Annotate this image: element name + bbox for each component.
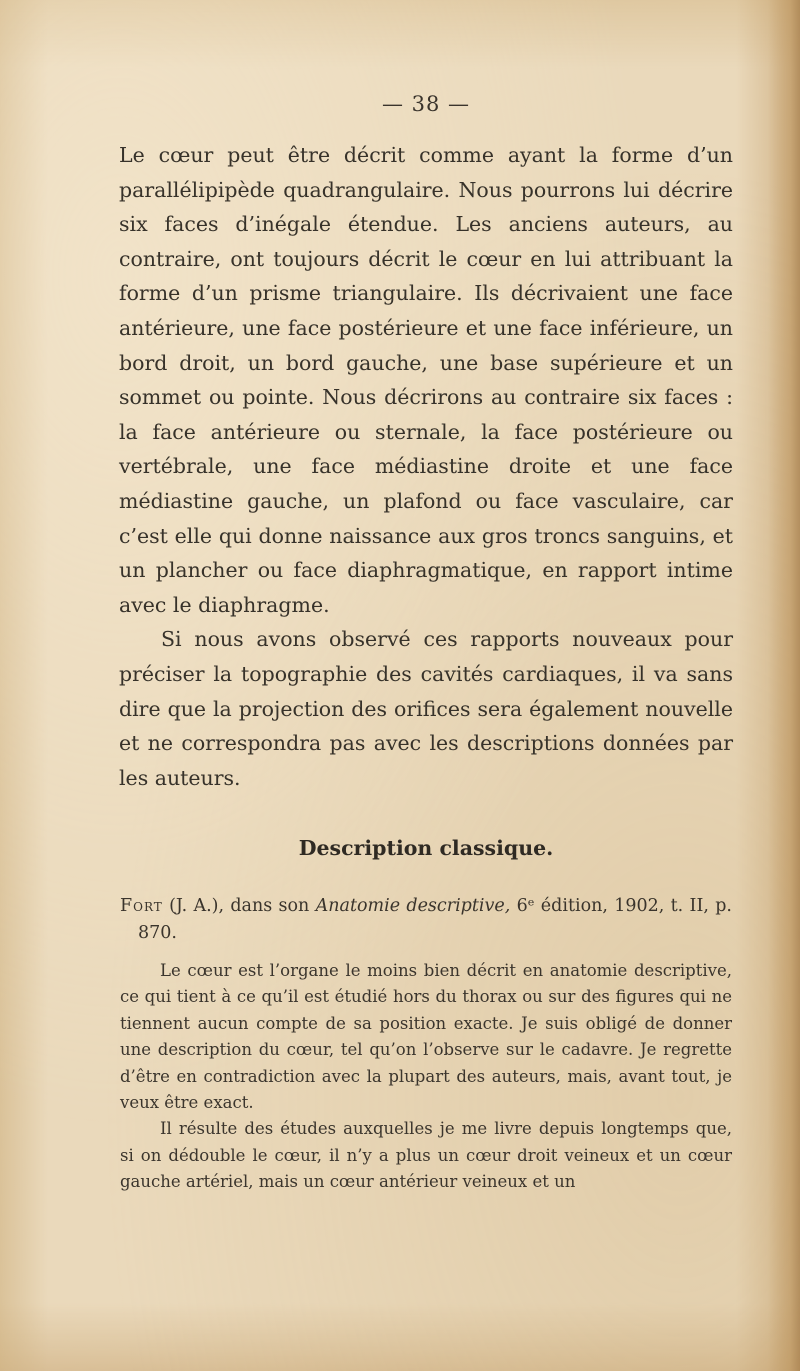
body-text (119, 138, 733, 795)
body-paragraph-1: Le cœur peut être décrit comme ayant la forme d’un parallélipipède quadrangulaire. Nous pourrons lui décrire six faces d’inégale étendue. Les anciens auteurs, au contraire, ont toujours décrit le cœur en lui attribuant la forme d’un prisme triangulaire. Ils décrivaient une face antérieure, une face postérieure et une face inférieure, un bord droit, un bord gauche, une base supérieure et un sommet ou pointe. Nous décrirons au contraire six faces : la face antérieure ou sternale, la face postérieure ou vertébrale, une face médiastine droite et une face médiastine gauche, un plafond ou face vasculaire, car c’est elle qui donne naissance aux gros troncs sanguins, et un plancher ou face diaphragmatique, en rapport intime avec le diaphragme. (119, 143, 733, 617)
body-paragraph-2: Si nous avons observé ces rapports nouveaux pour préciser la topographie des cavités cardiaques, il va sans dire que la projection des orifices sera également nouvelle et ne correspondra pas avec les descriptions données par les auteurs. (119, 627, 733, 790)
reference-line (120, 893, 732, 947)
quote-paragraph-2: Il résulte des études auxquelles je me livre depuis longtemps que, si on dédouble le cœur, il n’y a plus un cœur droit veineux et un cœur gauche artériel, mais un cœur antérieur veineux et un (120, 1119, 732, 1192)
quote-paragraph-1: Le cœur est l’organe le moins bien décrit en anatomie descriptive, ce qui tient à ce qu’il est étudié hors du thorax ou sur des figures qui ne tiennent aucun compte de sa position exacte. Je suis obligé de donner une description du cœur, tel qu’on l’observe sur le cadavre. Je regrette d’être en contradiction avec la plupart des auteurs, mais, avant tout, je veux être exact. (120, 961, 732, 1113)
reference-edition: 6ᵉ édition, 1902, t. II, p. 870. (138, 896, 732, 943)
bibliographic-reference (120, 893, 732, 947)
page-edge-shadow (768, 0, 800, 1371)
reference-work-title: Anatomie descriptive, (315, 896, 511, 916)
quoted-text (120, 958, 732, 1196)
page-number: — 38 — (381, 92, 471, 116)
reference-initials: (J. A.), dans son (162, 896, 316, 916)
section-heading: Description classique. (298, 836, 554, 860)
reference-author: Fort (120, 896, 163, 916)
